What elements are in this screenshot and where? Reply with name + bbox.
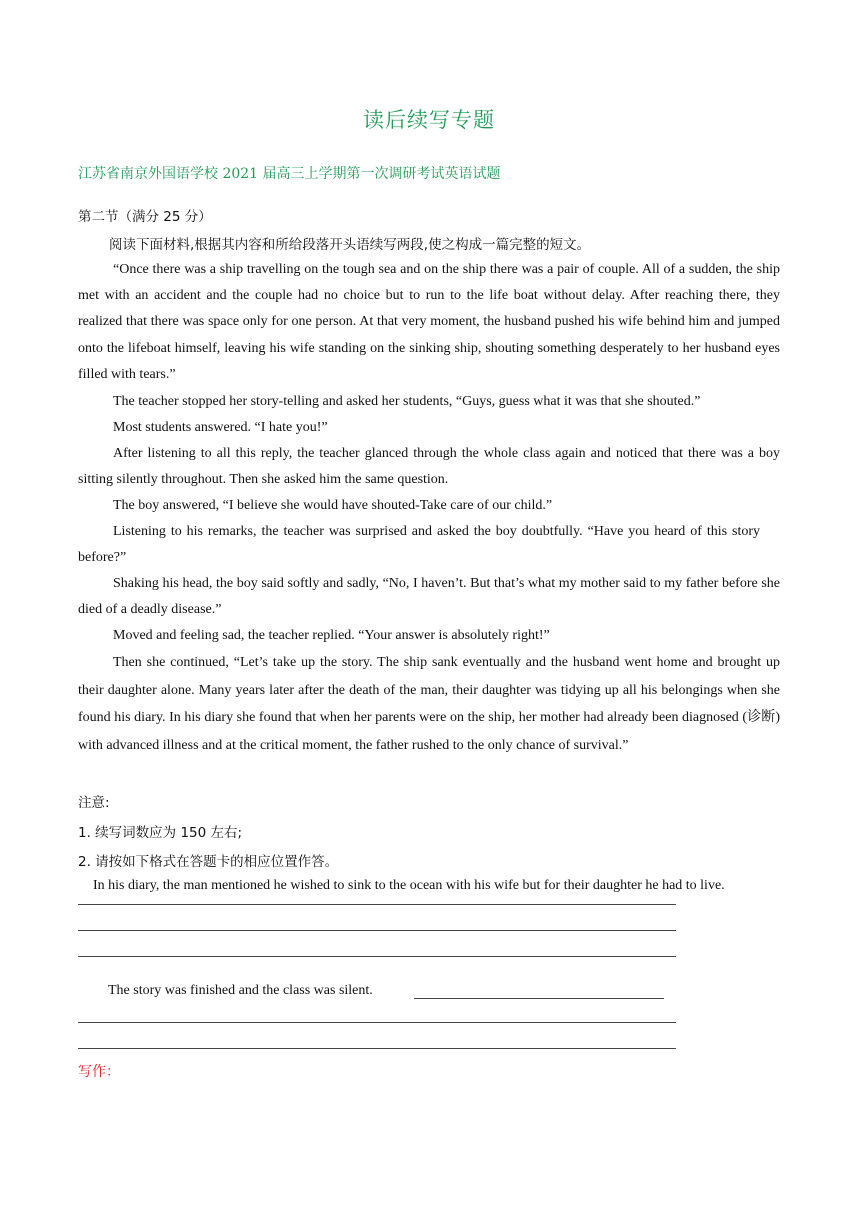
section-heading: 第二节（满分 25 分） bbox=[78, 209, 212, 225]
story-paragraph-6: Listening to his remarks, the teacher was surprised and asked the boy doubtfully. “Have you heard of this story before?” bbox=[78, 524, 760, 566]
story-paragraph-5: The boy answered, “I believe she would have shouted-Take care of our child.” bbox=[113, 498, 553, 513]
story-paragraph-8: Moved and feeling sad, the teacher replied. “Your answer is absolutely right!” bbox=[113, 628, 550, 643]
story-paragraph-7: Shaking his head, the boy said softly and sadly, “No, I haven’t. But that’s what my mother said to my father before she died of a deadly disease.” bbox=[78, 576, 780, 618]
story-paragraph-2: The teacher stopped her story-telling and asked her students, “Guys, guess what it was that she shouted.” bbox=[113, 394, 701, 409]
story-paragraph-1: “Once there was a ship travelling on the tough sea and on the ship there was a pair of couple. All of a sudden, the ship met with an accident and the couple had no choice but to run to the life boat without delay. After reaching there, they realized that there was space only for one person. At that very moment, the husband pushed his wife behind him and jumped onto the lifeboat himself, leaving his wife standing on the sinking ship, shouting something desperately to her husband eyes filled with tears.” bbox=[78, 262, 780, 382]
continuation-prompt-1: In his diary, the man mentioned he wished to sink to the ocean with his wife but for their daughter he had to live. bbox=[93, 878, 725, 893]
answer-blank-line[interactable] bbox=[414, 998, 664, 999]
answer-blank-line[interactable] bbox=[78, 1048, 676, 1049]
answer-blank-line[interactable] bbox=[78, 1022, 676, 1023]
exam-source: 江苏省南京外国语学校 2021 届高三上学期第一次调研考试英语试题 bbox=[78, 166, 501, 182]
story-paragraph-3: Most students answered. “I hate you!” bbox=[113, 420, 328, 435]
page-title: 读后续写专题 bbox=[363, 108, 495, 132]
answer-blank-line[interactable] bbox=[78, 930, 676, 931]
note-item-1: 1. 续写词数应为 150 左右; bbox=[78, 825, 243, 841]
answer-blank-line[interactable] bbox=[78, 904, 676, 905]
continuation-prompt-2: The story was finished and the class was silent. bbox=[108, 983, 373, 998]
answer-blank-line[interactable] bbox=[78, 956, 676, 957]
instruction-text: 阅读下面材料,根据其内容和所给段落开头语续写两段,使之构成一篇完整的短文。 bbox=[109, 237, 591, 253]
story-paragraph-4: After listening to all this reply, the teacher glanced through the whole class again and noticed that there was a boy sitting silently throughout. Then she asked him the same question. bbox=[78, 446, 780, 488]
story-paragraph-9: Then she continued, “Let’s take up the story. The ship sank eventually and the husband went home and brought up their daughter alone. Many years later after the death of the man, their daughter was tidying up all his belongings when she found his diary. In his diary she found that when her parents were on the ship, her mother had already been diagnosed (诊断) with advanced illness and at the critical moment, the father rushed to the only chance of survival.” bbox=[78, 655, 780, 753]
writing-label: 写作： bbox=[78, 1064, 120, 1080]
notes-label: 注意: bbox=[78, 795, 110, 811]
note-item-2: 2. 请按如下格式在答题卡的相应位置作答。 bbox=[78, 854, 339, 870]
